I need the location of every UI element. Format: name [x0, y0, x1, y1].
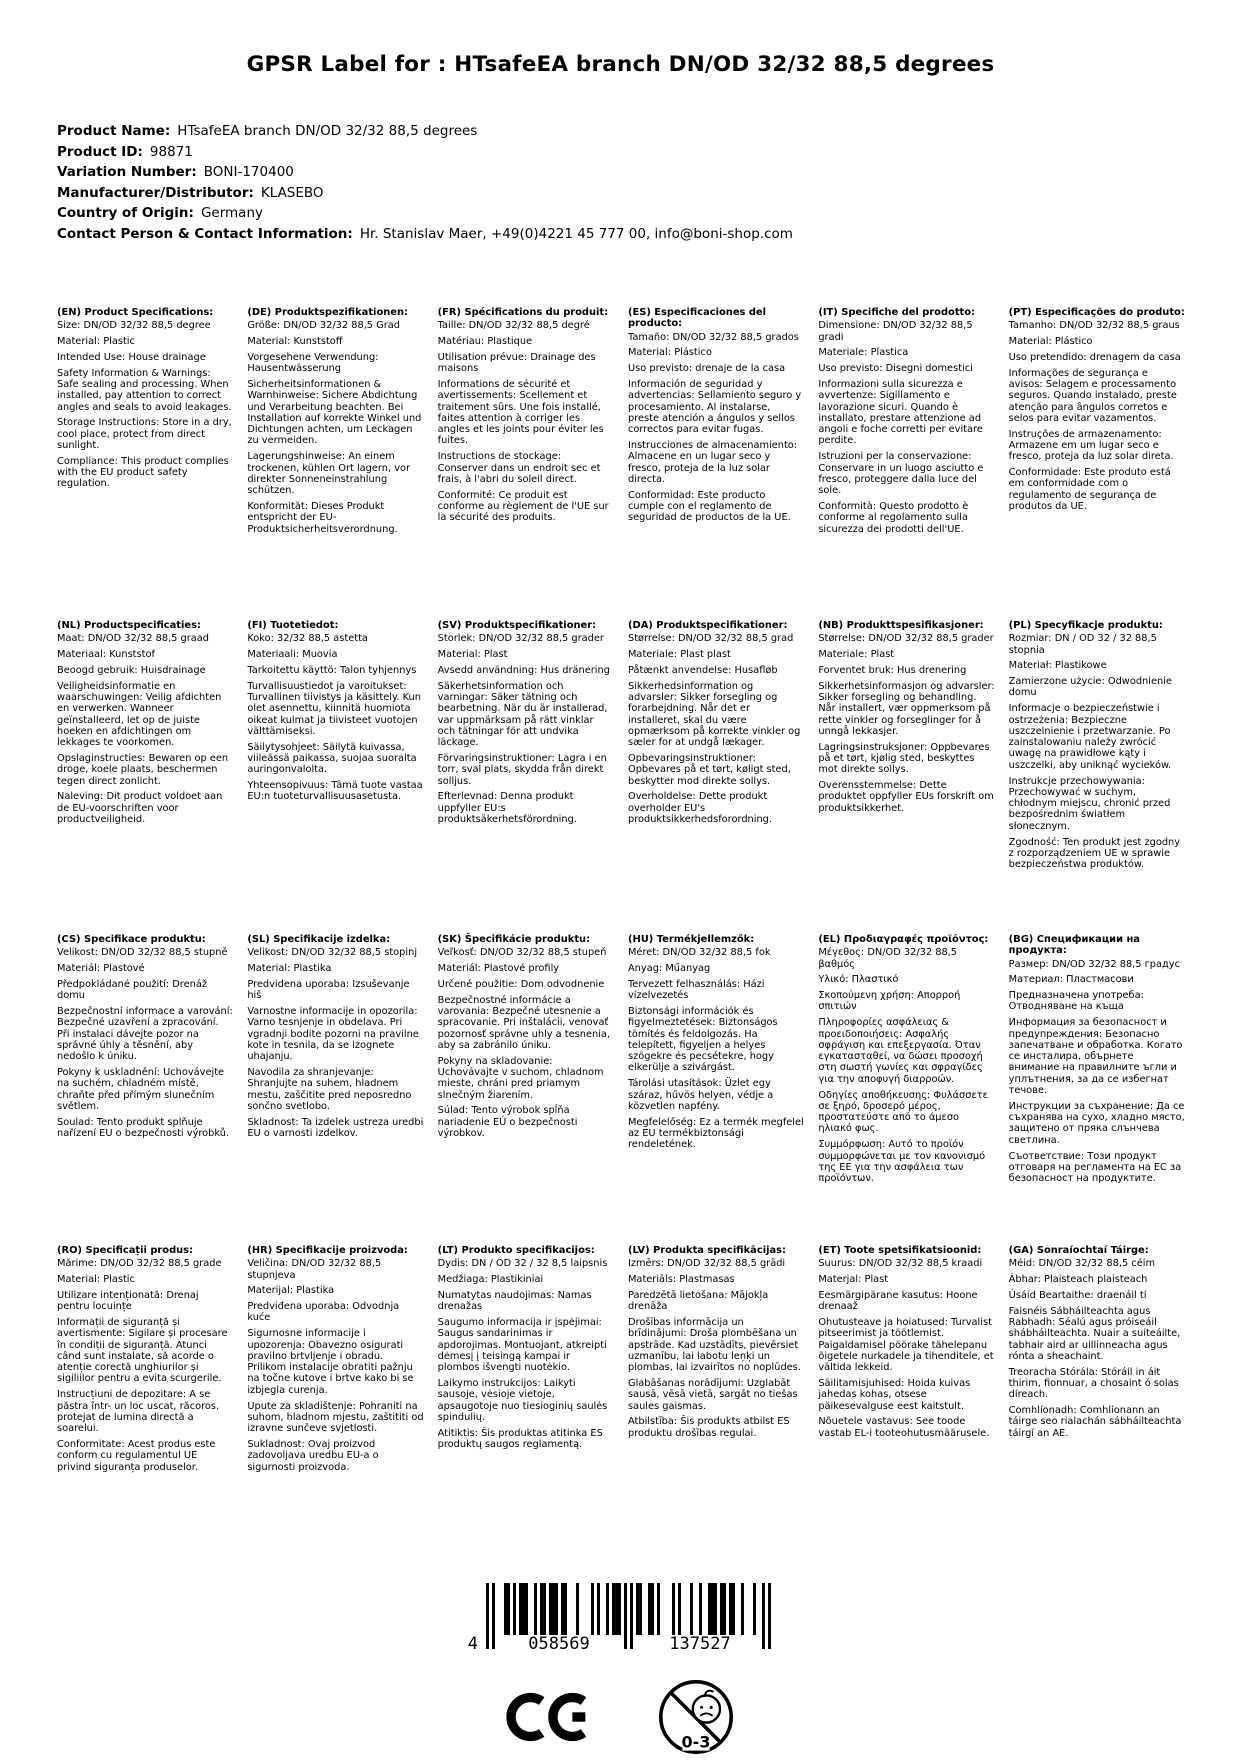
- spec-paragraph: Предназначена употреба: Отводняване на къща: [1008, 990, 1144, 1013]
- spec-paragraph: Drošības informācija un brīdinājumi: Droša plombēšana un apstrāde. Kad uzstādīts, pievērsiet uzmanību, lai labotu leņķi un plombas, lai izvairītos no noplūdes.: [627, 1316, 801, 1374]
- product-info-value: HTsafeEA branch DN/OD 32/32 88,5 degrees: [177, 123, 478, 139]
- spec-paragraph: Size: DN/OD 32/32 88,5 degree: [57, 320, 211, 332]
- spec-paragraph: Uso previsto: Disegni domestici: [818, 363, 973, 375]
- spec-paragraph: Informații de siguranță și avertismente: Sigilare și procesare în condiții de siguranță. Atunci când sunt instalate, să acorde o atenție corectă unghiurilor și sigiliilor pentru a evita scurgerile.: [57, 1316, 228, 1385]
- barcode-bar: [630, 1583, 633, 1649]
- barcode-bar: [513, 1583, 516, 1635]
- spec-paragraph: Instruções de armazenamento: Armazene em um lugar seco e fresco, proteja da luz solar direta.: [1008, 428, 1174, 463]
- barcode-bar: [525, 1583, 528, 1635]
- language-block-heading: (EN) Product Specifications:: [57, 307, 214, 318]
- barcode-bar: [486, 1583, 489, 1649]
- spec-paragraph: Compliance: This product complies with the EU product safety regulation.: [57, 455, 229, 490]
- product-info-value: Hr. Stanislav Maer, +49(0)4221 45 777 00, info@boni-shop.com: [359, 225, 793, 242]
- spec-paragraph: Atitiktis: Šis produktas atitinka ES produktų saugos reglamentą.: [437, 1427, 603, 1450]
- spec-paragraph: Maat: DN/OD 32/32 88,5 graad: [57, 633, 210, 645]
- spec-paragraph: Sikkerhedsinformation og advarsler: Sikker forsegling og forarbejdning. Når det er installeret, skal du være opmærksom på korrekte vinkler og sæler for at undgå lækager.: [627, 680, 801, 749]
- spec-paragraph: Bezpečnostné informácie a varovania: Bezpečné utesnenie a spracovanie. Pri inštalácii, venovať pozornosť správne uhly a tesnenia, aby sa zabránilo úniku.: [437, 994, 611, 1051]
- spec-paragraph: Anyag: Műanyag: [627, 963, 711, 975]
- language-block-heading: (FR) Spécifications du produit:: [437, 307, 609, 318]
- spec-paragraph: Uso previsto: drenaje de la casa: [627, 363, 786, 375]
- spec-paragraph: Navodila za shranjevanje: Shranjujte na suhem, hladnem mestu, zaščitite pred neposredno sončno svetlobo.: [247, 1066, 412, 1112]
- language-block-heading: (DA) Produktspecifikationer:: [627, 620, 788, 631]
- spec-paragraph: Μέγεθος: DN/OD 32/32 88,5 βαθμός: [818, 947, 958, 970]
- spec-paragraph: Размер: DN/OD 32/32 88,5 градус: [1008, 958, 1180, 970]
- product-info-row: [57, 142, 1241, 163]
- spec-paragraph: Säilytysohjeet: Säilytä kuivassa, viileässä paikassa, suojaa suoralta auringonvalolta.: [247, 741, 417, 776]
- spec-paragraph: Nõuetele vastavus: See toode vastab EL-i tooteohutusmäärusele.: [818, 1416, 990, 1439]
- spec-paragraph: Ábhar: Plaisteach plaisteach: [1008, 1274, 1148, 1286]
- spec-paragraph: Conformité: Ce produit est conforme au règlement de l'UE sur la sécurité des produits.: [437, 489, 609, 524]
- spec-paragraph: Instrucciones de almacenamiento: Almacene en un lugar seco y fresco, proteja de la luz solar directa.: [627, 439, 798, 485]
- spec-paragraph: Faisnéis Sábháilteachta agus Rabhadh: Séalú agus próiseáil shábháilteachta. Nuair a suiteáilte, tabhair aird ar uillinneacha agus rónta a sheachaint.: [1008, 1305, 1181, 1362]
- spec-paragraph: Tárolási utasítások: Üzlet egy száraz, hűvös helyen, védje a közvetlen napfény.: [627, 1078, 774, 1112]
- age-warning-label: 0-3: [681, 1732, 710, 1752]
- spec-paragraph: Paredzētā lietošana: Mājokļa drenāža: [627, 1289, 769, 1313]
- product-info-row: [57, 224, 1241, 245]
- spec-paragraph: Materiał: Plastikowe: [1008, 660, 1107, 672]
- spec-paragraph: Súlad: Tento výrobok spĺňa nariadenie EÚ o bezpečnosti výrobkov.: [437, 1105, 578, 1139]
- spec-paragraph: Úsáid Beartaithe: draenáil tí: [1008, 1289, 1147, 1301]
- barcode-bar: [711, 1583, 714, 1635]
- product-info-label: Country of Origin:: [57, 205, 194, 221]
- spec-paragraph: Méid: DN/OD 32/32 88,5 céim: [1008, 1258, 1155, 1270]
- language-block-de: [247, 307, 423, 620]
- spec-paragraph: Numatytas naudojimas: Namas drenažas: [437, 1289, 592, 1313]
- language-block-heading: (NB) Produkttspesifikasjoner:: [818, 620, 984, 631]
- barcode-bar: [651, 1583, 654, 1635]
- product-info-row: [57, 183, 1241, 204]
- spec-paragraph: Größe: DN/OD 32/32 88,5 Grad: [247, 320, 400, 332]
- spec-paragraph: Υλικό: Πλαστικό: [818, 974, 899, 986]
- spec-paragraph: Izmērs: DN/OD 32/32 88,5 grādi: [627, 1258, 786, 1270]
- spec-paragraph: Opslaginstructies: Bewaren op een droge, koele plaats, beschermen tegen direct zonlicht.: [57, 752, 229, 787]
- spec-paragraph: Bezpečnostní informace a varování: Bezpečné uzavření a zpracování. Při instalaci dávejte pozor na správné úhly a těsnění, aby nedošlo k úniku.: [57, 1005, 233, 1063]
- barcode-bar: [564, 1583, 567, 1635]
- language-block-heading: (SK) Špecifikácie produktu:: [437, 934, 591, 945]
- spec-paragraph: Velikost: DN/OD 32/32 88,5 stupně: [57, 947, 228, 959]
- spec-paragraph: Dydis: DN / OD 32 / 32 8,5 laipsnis: [437, 1258, 608, 1270]
- spec-paragraph: Conformità: Questo prodotto è conforme al regolamento sulla sicurezza dei prodotti dell'UE.: [818, 500, 969, 535]
- product-info-row: [57, 203, 1241, 224]
- language-block-da: [628, 620, 804, 934]
- spec-paragraph: Určené použitie: Dom odvodnenie: [437, 978, 605, 990]
- spec-paragraph: Οδηγίες αποθήκευσης: Φυλάσσετε σε ξηρό, δροσερό μέρος, προστατεύστε από το άμεσο ηλιακό φως.: [818, 1089, 988, 1135]
- barcode-bar: [597, 1583, 600, 1635]
- spec-paragraph: Uso pretendido: drenagem da casa: [1008, 351, 1181, 363]
- language-block-heading: (ES) Especificaciones del producto:: [627, 307, 766, 330]
- language-block-heading: (BG) Спецификации на продукта:: [1008, 934, 1140, 957]
- spec-paragraph: Materjal: Plast: [818, 1274, 889, 1286]
- spec-paragraph: Materiale: Plast: [818, 649, 895, 661]
- language-block-heading: (HU) Termékjellemzők:: [627, 934, 755, 945]
- spec-paragraph: Förvaringsinstruktioner: Lagra i en torr, sval plats, skydda från direkt solljus.: [437, 752, 607, 787]
- language-block-heading: (PT) Especificações do produto:: [1008, 307, 1185, 318]
- spec-paragraph: Størrelse: DN/OD 32/32 88,5 grader: [818, 633, 994, 645]
- barcode-bar: [720, 1583, 723, 1635]
- age-warning-0-3-icon: [656, 1677, 736, 1761]
- spec-paragraph: Turvallisuustiedot ja varoitukset: Turvallinen tiivistys ja käsittely. Kun olet asennettu, kiinnitä huomiota oikeat kulmat ja tiivisteet vuotojen välttämiseksi.: [247, 680, 421, 737]
- spec-paragraph: Συμμόρφωση: Αυτό το προϊόν συμμορφώνεται με τον κανονισμό της ΕΕ για την ασφάλεια των προϊόντων.: [818, 1139, 986, 1185]
- spec-paragraph: Beoogd gebruik: Huisdrainage: [57, 664, 206, 676]
- language-block-pt: [1009, 307, 1185, 620]
- barcode-bar: [618, 1583, 621, 1635]
- spec-paragraph: Materiál: Plastové profily: [437, 963, 560, 975]
- spec-paragraph: Medžiaga: Plastikiniai: [437, 1274, 544, 1286]
- product-info-value: KLASEBO: [260, 184, 324, 201]
- spec-paragraph: Pokyny na skladovanie: Uchovávajte v suchom, chladnom mieste, chráni pred priamym slnečným žiarením.: [437, 1055, 604, 1101]
- spec-paragraph: Tervezett felhasználás: Házi vízelvezetés: [627, 978, 765, 1002]
- language-block-heading: (GA) Sonraíochtaí Táirge:: [1008, 1245, 1149, 1256]
- spec-paragraph: Ohutusteave ja hoiatused: Turvalist pitseerimist ja töötlemist. Paigaldamisel pöörake tähelepanu õigetele nurkadele ja tihenditele, et vältida lekkeid.: [818, 1316, 994, 1374]
- barcode-bar: [561, 1583, 564, 1635]
- spec-paragraph: Materiaal: Kunststof: [57, 649, 155, 661]
- spec-paragraph: Material: Plastika: [247, 963, 332, 975]
- spec-paragraph: Saugumo informacija ir įspėjimai: Saugus sandarinimas ir apdorojimas. Montuojant, atkreipti dėmesį į teisingą kampai ir plombos išvengti nuotėkio.: [437, 1316, 607, 1374]
- spec-paragraph: Laikymo instrukcijos: Laikyti sausoje, vėsioje vietoje, apsaugotoje nuo tiesioginių saulės spindulių.: [437, 1377, 608, 1423]
- language-block-heading: (SV) Produktspecifikationer:: [437, 620, 597, 631]
- spec-paragraph: Съответствие: Този продукт отговаря на регламента на ЕС за безопасност на продуктите.: [1008, 1150, 1182, 1185]
- spec-paragraph: Overholdelse: Dette produkt overholder EU's produktsikkerhedsforordning.: [627, 791, 773, 825]
- barcode-bar: [549, 1583, 552, 1635]
- barcode-bar: [729, 1583, 732, 1635]
- spec-paragraph: Материал: Пластмасови: [1008, 974, 1134, 986]
- spec-paragraph: Materiāls: Plastmasas: [627, 1274, 735, 1286]
- spec-paragraph: Material: Plast: [437, 649, 508, 661]
- spec-paragraph: Veličina: DN/OD 32/32 88,5 stupnjeva: [247, 1258, 382, 1281]
- barcode-bar: [768, 1583, 771, 1649]
- language-block-heading: (PL) Specyfikacje produktu:: [1008, 620, 1163, 631]
- barcode-bar: [540, 1583, 543, 1635]
- product-info-label: Variation Number:: [57, 164, 197, 180]
- spec-paragraph: Mărime: DN/OD 32/32 88,5 grade: [57, 1258, 222, 1270]
- spec-paragraph: Comhlíonadh: Comhlíonann an táirge seo rialachán sábháilteachta táirgí an AE.: [1008, 1405, 1182, 1439]
- spec-paragraph: Material: Plástico: [1008, 336, 1093, 348]
- product-info-label: Product ID:: [57, 143, 143, 160]
- spec-paragraph: Materiál: Plastové: [57, 963, 145, 975]
- spec-paragraph: Avsedd användning: Hus dränering: [437, 664, 610, 676]
- language-block-heading: (CS) Specifikace produktu:: [57, 934, 206, 945]
- spec-paragraph: Veiligheidsinformatie en waarschuwingen: Veilig afdichten en verwerken. Wanneer geïnstalleerd, let op de juiste hoeken en afdichtingen om lekkages te voorkomen.: [57, 680, 222, 749]
- language-block-heading: (HR) Specifikacije proizvoda:: [247, 1245, 408, 1256]
- spec-paragraph: Velikost: DN/OD 32/32 88,5 stopinj: [247, 947, 418, 959]
- barcode-area: [0, 1583, 1241, 1669]
- barcode-bar: [552, 1583, 555, 1635]
- spec-paragraph: Yhteensopivuus: Tämä tuote vastaa EU:n tuoteturvallisuusasetusta.: [247, 780, 423, 803]
- barcode-bar: [708, 1583, 711, 1635]
- spec-paragraph: Zamierzone użycie: Odwodnienie domu: [1008, 676, 1172, 699]
- barcode-bar: [519, 1583, 522, 1635]
- language-block-en: [57, 307, 233, 620]
- spec-paragraph: Material: Plastic: [57, 336, 135, 348]
- spec-paragraph: Materiale: Plast plast: [627, 649, 731, 661]
- spec-paragraph: Storage Instructions: Store in a dry, cool place, protect from direct sunlight.: [57, 417, 232, 451]
- spec-paragraph: Veľkosť: DN/OD 32/32 88,5 stupeň: [437, 947, 607, 959]
- spec-paragraph: Predviđena uporaba: Odvodnja kuće: [247, 1301, 400, 1324]
- language-block-heading: (LV) Produkta specifikācijas:: [627, 1245, 786, 1256]
- spec-paragraph: Tarkoitettu käyttö: Talon tyhjennys: [247, 664, 417, 676]
- language-block-pl: [1009, 620, 1185, 934]
- spec-paragraph: Skladnost: Ta izdelek ustreza uredbi EU o varnosti izdelkov.: [247, 1116, 424, 1139]
- spec-paragraph: Tamanho: DN/OD 32/32 88,5 graus: [1008, 320, 1180, 332]
- spec-paragraph: Instrukcje przechowywania: Przechowywać w suchym, chłodnym miejscu, chronić przed bezpośrednim światłem słonecznym.: [1008, 775, 1171, 832]
- spec-paragraph: Material: Plástico: [627, 347, 712, 359]
- language-block-heading: (ET) Toote spetsifikatsioonid:: [818, 1245, 982, 1256]
- spec-paragraph: Intended Use: House drainage: [57, 351, 206, 363]
- barcode-bar: [723, 1583, 726, 1635]
- spec-paragraph: Informazioni sulla sicurezza e avvertenze: Sigillamento e lavorazione sicuri. Quando è installato, prestare attenzione ad angoli e foche corretti per evitare perdite.: [818, 378, 983, 447]
- spec-paragraph: Overensstemmelse: Dette produktet oppfyller EUs forskrift om produktsikkerhet.: [818, 780, 994, 814]
- spec-paragraph: Sikkerhetsinformasjon og advarsler: Sikker forsegling og behandling. Når installert, vær oppmerksom på rette vinkler og forseglinger for å unngå lekkasjer.: [818, 680, 995, 737]
- barcode-bar: [576, 1583, 579, 1635]
- spec-paragraph: Σκοπούμενη χρήση: Απορροή σπιτιών: [818, 990, 961, 1013]
- product-info-row: [57, 162, 1241, 183]
- spec-paragraph: Informações de segurança e avisos: Selagem e processamento seguros. Quando instalado, preste atenção para ângulos corretos e selos para evitar vazamentos.: [1008, 367, 1177, 424]
- language-block-it: [818, 307, 994, 620]
- language-block-sv: [438, 620, 614, 934]
- product-info-value: 98871: [149, 143, 193, 160]
- barcode-bar: [591, 1583, 594, 1635]
- language-block-nb: [818, 620, 994, 934]
- language-block-sk: [438, 934, 614, 1245]
- language-block-ro: [57, 1245, 233, 1507]
- language-block-lt: [438, 1245, 614, 1507]
- language-block-bg: [1009, 934, 1185, 1245]
- language-block-heading: (LT) Produkto specifikacijos:: [437, 1245, 595, 1256]
- spec-paragraph: Información de seguridad y advertencias: Sellamiento seguro y procesamiento. Al instalarse, preste atención a ángulos y sellos correctos para evitar fugas.: [627, 378, 802, 436]
- barcode-bar: [741, 1583, 744, 1635]
- language-block-ga: [1009, 1245, 1185, 1507]
- spec-paragraph: Naleving: Dit product voldoet aan de EU-voorschriften voor productveiligheid.: [57, 791, 223, 825]
- spec-paragraph: Säkerhetsinformation och varningar: Säker tätning och bearbetning. När du är installerad, var uppmärksam på rätt vinklar och tätningar för att undvika läckage.: [437, 680, 608, 749]
- spec-paragraph: Πληροφορίες ασφάλειας & προειδοποιήσεις: Ασφαλής σφράγιση και επεξεργασία. Όταν εγκατασταθεί, να δώσει προσοχή στη σωστή γωνίες και σφραγίδες για την αποφυγή διαρροών.: [818, 1017, 983, 1085]
- spec-paragraph: Forventet bruk: Hus drenering: [818, 664, 967, 676]
- spec-paragraph: Matériau: Plastique: [437, 336, 533, 348]
- language-block-el: [818, 934, 994, 1245]
- barcode-left-digits: 058569: [527, 1634, 590, 1654]
- language-block-heading: (RO) Specificații produs:: [57, 1245, 193, 1256]
- spec-paragraph: Lagringsinstruksjoner: Oppbevares på et tørt, kjølig sted, beskyttes mot direkte sollys.: [818, 741, 990, 776]
- spec-paragraph: Conformitate: Acest produs este conform cu regulamentul UE privind siguranța produselor.: [57, 1438, 216, 1473]
- language-block-heading: (FI) Tuotetiedot:: [247, 620, 339, 631]
- spec-paragraph: Taille: DN/OD 32/32 88,5 degré: [437, 320, 590, 332]
- spec-paragraph: Informations de sécurité et avertissements: Scellement et traitement sûrs. Une fois installé, faites attention à corriger les angles et les joints pour éviter les fuites.: [437, 378, 604, 447]
- spec-paragraph: Tamaño: DN/OD 32/32 88,5 grados: [627, 331, 799, 343]
- spec-paragraph: Varnostne informacije in opozorila: Varno tesnjenje in obdelava. Pri vgradnji bodite pozorni na pravilne kote in tesnila, da se izognete uhajanju.: [247, 1005, 419, 1063]
- barcode-lead-digit: 4: [467, 1634, 478, 1654]
- language-block-cs: [57, 934, 233, 1245]
- spec-paragraph: Koko: 32/32 88,5 astetta: [247, 633, 368, 645]
- language-block-hu: [628, 934, 804, 1245]
- spec-paragraph: Conformidade: Este produto está em conformidade com o regulamento de segurança de produtos da UE.: [1008, 467, 1171, 512]
- spec-paragraph: Material: Kunststoff: [247, 336, 343, 348]
- language-block-sl: [247, 934, 423, 1245]
- spec-paragraph: Megfelelőség: Ez a termék megfelel az EU termékbiztonsági rendeletének.: [627, 1116, 804, 1151]
- product-info: [57, 121, 1241, 244]
- spec-paragraph: Soulad: Tento produkt splňuje nařízení EU o bezpečnosti výrobků.: [57, 1116, 230, 1139]
- spec-paragraph: Lagerungshinweise: An einem trockenen, kühlen Ort lagern, vor direkter Sonneneinstrahlung schützen.: [247, 451, 411, 497]
- language-block-fr: [438, 307, 614, 620]
- barcode-bar: [504, 1583, 507, 1635]
- product-info-row: [57, 121, 1241, 142]
- barcode-bar: [606, 1583, 609, 1635]
- spec-paragraph: Utilizare intenționată: Drenaj pentru locuințe: [57, 1289, 199, 1313]
- spec-paragraph: Opbevaringsinstruktioner: Opbevares på et tørt, køligt sted, beskytter mod direkte sollys.: [627, 752, 791, 787]
- baby-face: [692, 1695, 719, 1722]
- barcode-bar: [753, 1583, 756, 1635]
- product-info-label: Contact Person & Contact Information:: [57, 225, 353, 242]
- spec-paragraph: Efterlevnad: Denna produkt uppfyller EU:s produktsäkerhetsförordning.: [437, 791, 577, 825]
- barcode-bar: [732, 1583, 735, 1635]
- language-block-fi: [247, 620, 423, 934]
- spec-paragraph: Rozmiar: DN / OD 32 / 32 88,5 stopnia: [1008, 633, 1157, 656]
- barcode-bar: [678, 1583, 681, 1635]
- spec-paragraph: Dimensione: DN/OD 32/32 88,5 gradi: [818, 320, 973, 343]
- spec-paragraph: Utilisation prévue: Drainage des maisons: [437, 351, 596, 375]
- language-block-heading: (SL) Specifikacije izdelka:: [247, 934, 391, 945]
- barcode-bar: [522, 1583, 525, 1635]
- language-block-nl: [57, 620, 233, 934]
- barcode-bar: [624, 1583, 627, 1649]
- barcode-bar: [762, 1583, 765, 1649]
- language-block-heading: (IT) Specifiche del prodotto:: [818, 307, 975, 318]
- spec-paragraph: Atbilstība: Šis produkts atbilst ES produktu drošības regulai.: [627, 1416, 790, 1439]
- barcode-bar: [492, 1583, 495, 1649]
- spec-paragraph: Predvidena uporaba: Izsuševanje hiš: [247, 978, 410, 1002]
- spec-paragraph: Sukladnost: Ovaj proizvod zadovoljava uredbu EU-a o sigurnosti proizvoda.: [247, 1438, 379, 1473]
- spec-paragraph: Předpokládané použití: Drenáž domu: [57, 978, 207, 1002]
- spec-paragraph: Информация за безопасност и предупреждения: Безопасно запечатване и обработка. Когато се инсталира, обърнете внимание на правилните ъгли и уплътнения, за да се избегнат течове.: [1008, 1017, 1183, 1097]
- spec-paragraph: Conformidad: Este producto cumple con el reglamento de seguridad de productos de la UE.: [627, 489, 791, 524]
- spec-paragraph: Méret: DN/OD 32/32 88,5 fok: [627, 947, 771, 959]
- spec-paragraph: Biztonsági információk és figyelmeztetések: Biztonságos tömítés és feldolgozás. Ha telepített, figyeljen a helyes szögekre és pecsétekre, hogy elkerülje a szivárgást.: [627, 1005, 778, 1074]
- spec-paragraph: Инструкции за съхранение: Да се съхранява на сухо, хладно място, защитено от пряка слънчева светлина.: [1008, 1100, 1185, 1146]
- spec-paragraph: Vorgesehene Verwendung: Hausentwässerung: [247, 351, 379, 375]
- barcode-bar: [636, 1583, 639, 1635]
- spec-paragraph: Instrucțiuni de depozitare: A se păstra într- un loc uscat, răcoros, protejat de lumina directă a soarelui.: [57, 1389, 220, 1435]
- language-block-heading: (NL) Productspecificaties:: [57, 620, 201, 631]
- product-info-value: Germany: [200, 205, 263, 221]
- spec-paragraph: Storlek: DN/OD 32/32 88,5 grader: [437, 633, 604, 645]
- spec-paragraph: Konformität: Dieses Produkt entspricht der EU-Produktsicherheitsverordnung.: [247, 500, 398, 535]
- spec-paragraph: Eesmärgipärane kasutus: Hoone drenaaž: [818, 1289, 978, 1313]
- spec-paragraph: Materiaali: Muovia: [247, 649, 338, 661]
- spec-paragraph: Sicherheitsinformationen & Warnhinweise: Sichere Abdichtung und Verarbeitung beachten. Bei Installation auf korrekte Winkel und Dichtungen achten, um Leckagen zu vermeiden.: [247, 378, 422, 447]
- barcode-bar: [690, 1583, 693, 1635]
- language-block-hr: [247, 1245, 423, 1507]
- conformity-symbols: [0, 1677, 1241, 1761]
- spec-paragraph: Istruzioni per la conservazione: Conservare in un luogo asciutto e fresco, proteggere dalla luce del sole.: [818, 451, 984, 497]
- barcode-bar: [555, 1583, 558, 1635]
- spec-paragraph: Instructions de stockage: Conserver dans un endroit sec et frais, à l'abri du soleil direct.: [437, 451, 601, 485]
- language-block-es: [628, 307, 804, 620]
- spec-paragraph: Pokyny k uskladnění: Uchovávejte na suchém, chladném místě, chraňte před přímým slunečním světlem.: [57, 1066, 225, 1112]
- spec-paragraph: Størrelse: DN/OD 32/32 88,5 grad: [627, 633, 794, 645]
- spec-paragraph: Säilitamisjuhised: Hoida kuivas jahedas kohas, otsese päikesevalguse eest kaitstult.: [818, 1377, 971, 1412]
- barcode-bar: [657, 1583, 660, 1635]
- barcode-bar: [543, 1583, 546, 1635]
- barcode-bar: [507, 1583, 510, 1635]
- barcode-bar: [714, 1583, 717, 1635]
- spec-paragraph: Material: Plastic: [57, 1274, 135, 1286]
- page-title: GPSR Label for : HTsafeEA branch DN/OD 32/32 88,5 degrees: [246, 52, 995, 77]
- spec-paragraph: Safety Information & Warnings: Safe sealing and processing. When installed, pay attention to correct angles and seals to avoid leakages.: [57, 367, 232, 413]
- spec-paragraph: Informacje o bezpieczeństwie i ostrzeżenia: Bezpieczne uszczelnienie i przetwarzanie. Po zainstalowaniu należy zwrócić uwagę na prawidłowe kąty i uszczelki, aby uniknąć wycieków.: [1008, 703, 1172, 771]
- barcode-bar: [699, 1583, 702, 1635]
- product-info-label: Manufacturer/Distributor:: [57, 184, 254, 201]
- ean13-barcode: [456, 1583, 786, 1665]
- spec-paragraph: Zgodność: Ten produkt jest zgodny z rozporządzeniem UE w sprawie bezpieczeństwa produktów.: [1008, 836, 1181, 871]
- language-blocks-grid: [57, 307, 1185, 1507]
- barcode-bar: [612, 1583, 615, 1635]
- spec-paragraph: Upute za skladištenje: Pohraniti na suhom, hladnom mjestu, zaštititi od izravne sunčeve svjetlosti.: [247, 1400, 424, 1435]
- language-block-lv: [628, 1245, 804, 1507]
- language-block-heading: (DE) Produktspezifikationen:: [247, 307, 408, 318]
- spec-paragraph: Materijal: Plastika: [247, 1285, 335, 1297]
- product-info-value: BONI-170400: [203, 164, 294, 180]
- barcode-bar: [534, 1583, 537, 1635]
- ce-mark-icon: [506, 1677, 594, 1751]
- barcode-bar: [639, 1583, 642, 1635]
- product-info-label: Product Name:: [57, 123, 171, 139]
- spec-paragraph: Påtænkt anvendelse: Husafløb: [627, 664, 778, 676]
- spec-paragraph: Sigurnosne informacije i upozorenja: Obavezno osigurati pravilno brtvljenje i obradu. Prilikom instalacije obratiti pažnju na točne kutove i brtve kako bi se izbjegla curenja.: [247, 1328, 414, 1396]
- spec-paragraph: Glabāšanas norādījumi: Uzglabāt sausā, vēsā vietā, sargāt no tiešas saules gaismas.: [627, 1377, 798, 1412]
- spec-paragraph: Treoracha Stórála: Stóráil in áit thirim, fionnuar, a chosaint ó solas díreach.: [1008, 1366, 1179, 1401]
- barcode-right-digits: 137527: [668, 1634, 731, 1654]
- barcode-bar: [648, 1583, 651, 1635]
- barcode-bar: [672, 1583, 675, 1635]
- language-block-et: [818, 1245, 994, 1507]
- barcode-bar: [615, 1583, 618, 1635]
- spec-paragraph: Suurus: DN/OD 32/32 88,5 kraadi: [818, 1258, 983, 1270]
- spec-paragraph: Materiale: Plastica: [818, 347, 909, 359]
- language-block-heading: (EL) Προδιαγραφές προϊόντος:: [818, 934, 989, 945]
